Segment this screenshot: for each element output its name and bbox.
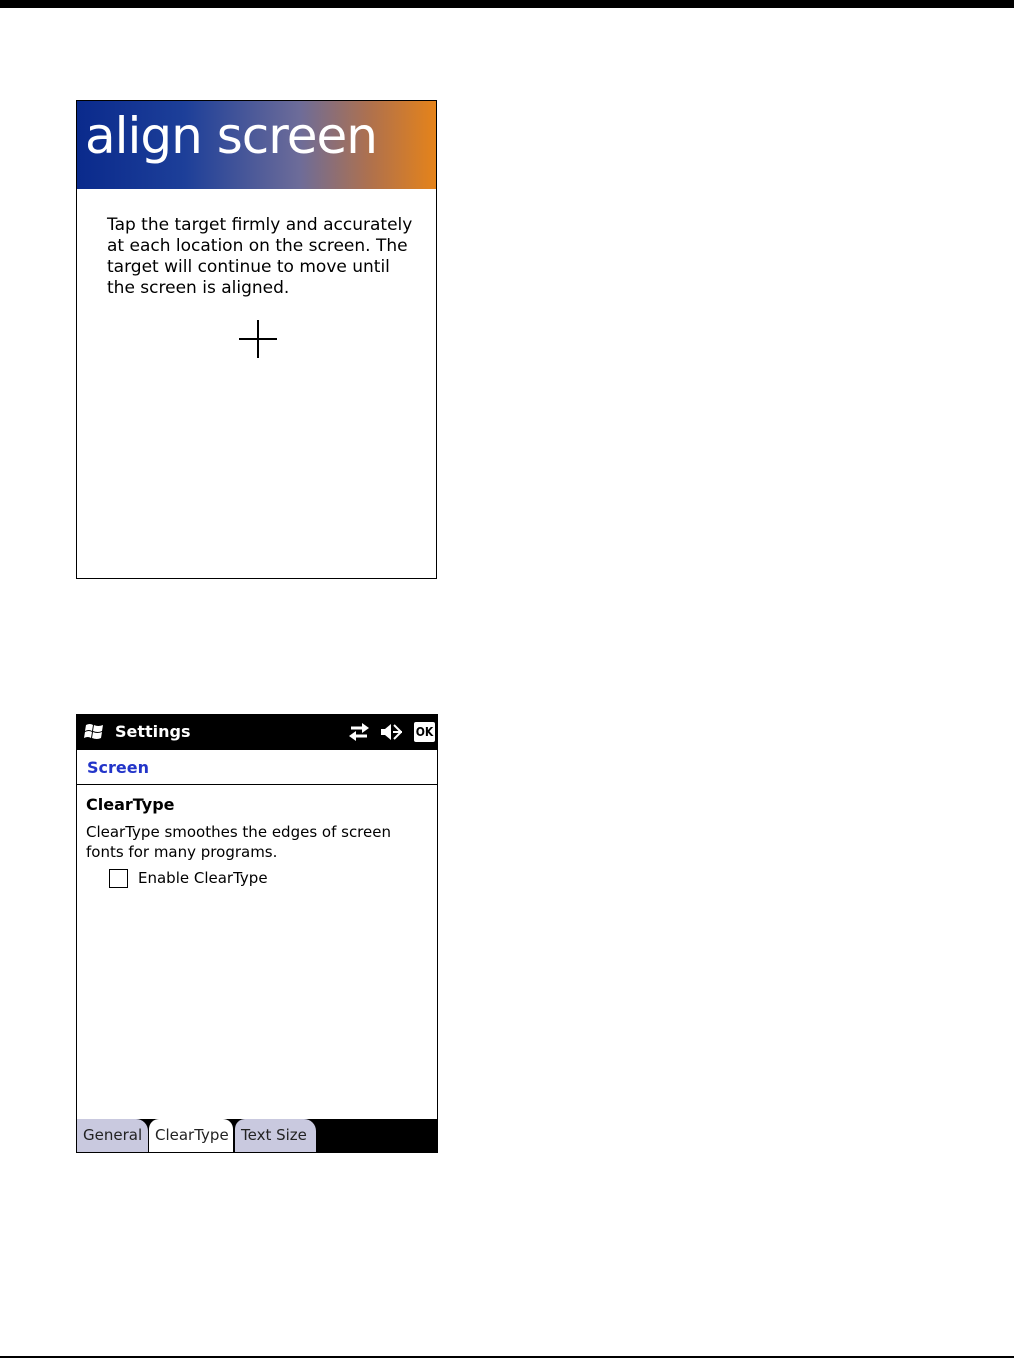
connectivity-arrows-icon[interactable] (347, 721, 371, 743)
app-title: Settings (115, 722, 191, 741)
cleartype-heading: ClearType (86, 795, 175, 814)
page-bottom-rule (0, 1356, 1014, 1358)
title-bar (77, 715, 437, 750)
enable-cleartype-label[interactable]: Enable ClearType (138, 869, 268, 887)
section-header (77, 750, 437, 785)
enable-cleartype-checkbox[interactable] (109, 869, 128, 888)
settings-panel (76, 714, 438, 1153)
page-top-rule (0, 0, 1014, 8)
tab-general[interactable]: General (77, 1119, 148, 1152)
align-screen-panel (76, 100, 437, 579)
ok-button[interactable]: OK (414, 722, 435, 742)
crosshair-icon[interactable] (239, 320, 277, 358)
tab-cleartype[interactable]: ClearType (149, 1119, 233, 1152)
align-screen-header (77, 101, 436, 189)
align-screen-title: align screen (85, 107, 377, 165)
tab-text-size[interactable]: Text Size (235, 1119, 316, 1152)
tab-bar (77, 1119, 437, 1153)
windows-start-icon[interactable] (83, 721, 105, 743)
section-title: Screen (87, 758, 149, 777)
align-instructions-text: Tap the target firmly and accurately at each location on the screen. The target will continue to move until the screen is aligned. (107, 215, 413, 298)
speaker-muted-icon[interactable] (379, 721, 403, 743)
cleartype-description: ClearType smoothes the edges of screen fonts for many programs. (86, 823, 391, 861)
